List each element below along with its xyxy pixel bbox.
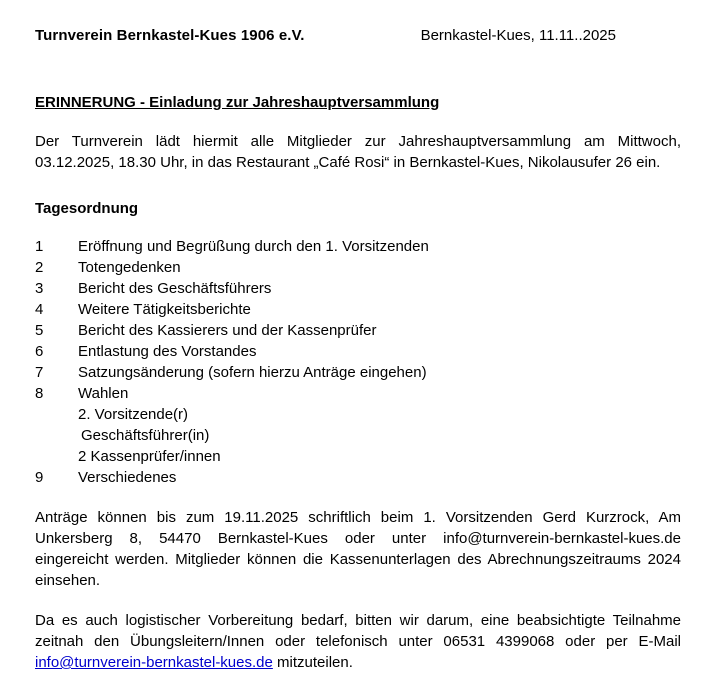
- applications-text-part-1: Anträge können bis zum 19.11.2025 schriftlich beim 1. Vorsitzenden Gerd Kurzrock, Am Unkersberg 8, 54470 Bernkastel-Kues oder unter: [35, 509, 681, 547]
- agenda-heading: Tagesordnung: [35, 200, 139, 217]
- agenda-item-label: Bericht des Kassierers und der Kassenprüfer: [78, 322, 377, 339]
- agenda-item-label: Bericht des Geschäftsführers: [78, 280, 272, 297]
- applications-paragraph: [35, 507, 681, 591]
- agenda-item: [35, 299, 681, 320]
- agenda-item: [35, 320, 681, 341]
- agenda-list: [35, 236, 681, 488]
- agenda-item-number: 7: [35, 364, 44, 381]
- agenda-item-number: 2: [35, 259, 44, 276]
- agenda-item-number: 5: [35, 322, 44, 339]
- contact-email-link[interactable]: info@turnverein-bernkastel-kues.de: [35, 654, 273, 671]
- agenda-item-number: 4: [35, 301, 44, 318]
- letterhead: [35, 26, 681, 46]
- agenda-item-number: 1: [35, 238, 44, 255]
- agenda-item: [35, 236, 681, 257]
- agenda-item-number: 9: [35, 469, 44, 486]
- applications-text-part-2: eingereicht werden. Mitglieder können die Kassenunterlagen des Abrechnungszeitraums 2024 einsehen.: [35, 551, 681, 589]
- participation-text-part-1: Da es auch logistischer Vorbereitung bedarf, bitten wir darum, eine beabsichtigte Teilnahme zeitnah den Übungsleitern/Innen oder telefonisch unter 06531 4399068 oder per E-Mail: [35, 612, 681, 650]
- agenda-item-label: Entlastung des Vorstandes: [78, 343, 257, 360]
- agenda-subitem: 2 Kassenprüfer/innen: [78, 448, 221, 465]
- agenda-item-label: Totengedenken: [78, 259, 181, 276]
- agenda-item: [35, 278, 681, 299]
- agenda-item-number: 6: [35, 343, 44, 360]
- agenda-item: [35, 257, 681, 278]
- participation-text-part-2: mitzuteilen.: [272, 654, 353, 671]
- agenda-item-number: 8: [35, 385, 44, 402]
- applications-email-address: info@turnverein-bernkastel-kues.de: [443, 530, 681, 547]
- agenda-item-label: Verschiedenes: [78, 469, 177, 486]
- document-content: [35, 26, 681, 673]
- agenda-item: [35, 362, 681, 383]
- agenda-item: [35, 341, 681, 362]
- agenda-item-label: Satzungsänderung (sofern hierzu Anträge eingehen): [78, 364, 427, 381]
- agenda-item-number: 3: [35, 280, 44, 297]
- organization-name: Turnverein Bernkastel-Kues 1906 e.V.: [35, 27, 305, 44]
- subject-heading: ERINNERUNG - Einladung zur Jahreshauptversammlung: [35, 94, 440, 111]
- agenda-item: [35, 383, 681, 404]
- agenda-subitem: Geschäftsführer(in): [81, 427, 210, 444]
- participation-paragraph: [35, 610, 681, 673]
- agenda-item: [35, 467, 681, 488]
- place-and-date: Bernkastel-Kues, 11.11..2025: [420, 27, 616, 44]
- intro-paragraph: Der Turnverein lädt hiermit alle Mitglieder zur Jahreshauptversammlung am Mittwoch, 03.12.2025, 18.30 Uhr, in das Restaurant „Café Rosi“ in Bernkastel-Kues, Nikolausufer 26 ein.: [35, 133, 681, 171]
- agenda-subitem: 2. Vorsitzende(r): [78, 406, 189, 423]
- agenda-item-label: Wahlen: [78, 385, 129, 402]
- agenda-item-label: Eröffnung und Begrüßung durch den 1. Vorsitzenden: [78, 238, 429, 255]
- agenda-item-label: Weitere Tätigkeitsberichte: [78, 301, 251, 318]
